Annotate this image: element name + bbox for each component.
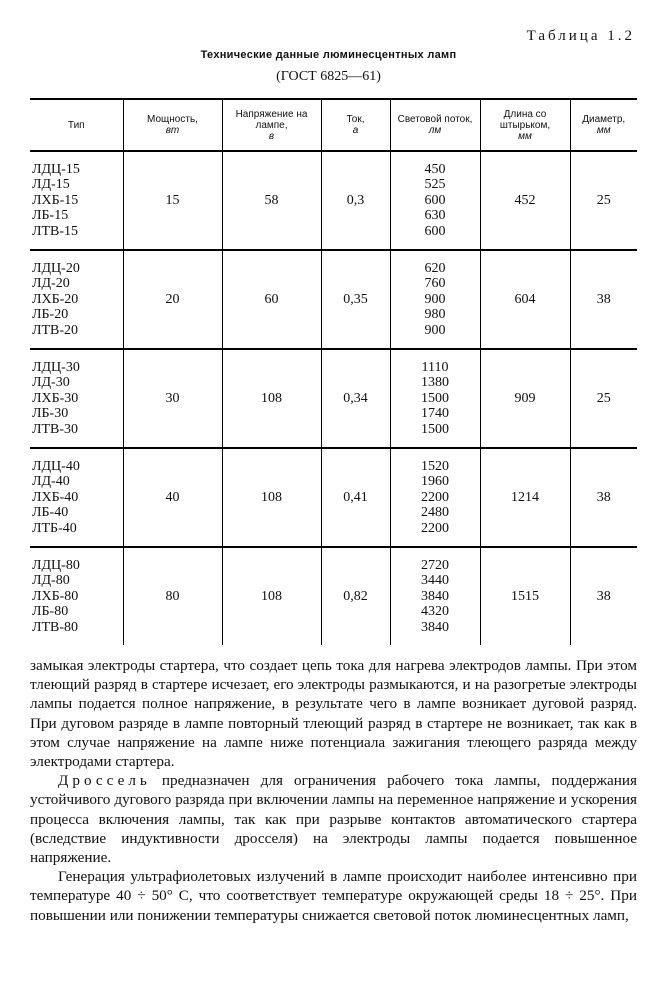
luminous-flux-value: 1740 — [421, 406, 449, 422]
column-header-unit: лм — [428, 125, 442, 136]
luminous-flux-value: 1960 — [421, 474, 449, 490]
current-cell: 0,82 — [321, 547, 390, 645]
lamp-type-value: ЛХБ-30 — [32, 390, 79, 406]
paragraph-choke — [30, 771, 637, 867]
luminous-flux-value: 2200 — [421, 489, 449, 505]
luminous-flux-value: 2720 — [421, 557, 449, 573]
column-header-label: Диаметр, — [582, 114, 626, 125]
column-header — [570, 99, 637, 151]
length-cell: 1214 — [480, 448, 570, 547]
luminous-flux-value: 620 — [424, 260, 446, 276]
lamp-type-value: ЛТВ-30 — [32, 421, 79, 437]
column-header-label: Тип — [67, 119, 85, 131]
lamp-type-value: ЛТБ-40 — [32, 520, 77, 536]
lamp-type-value: ЛД-15 — [32, 177, 70, 193]
luminous-flux-value: 1380 — [421, 375, 449, 391]
diameter-cell: 25 — [570, 151, 637, 250]
voltage-cell: 60 — [222, 250, 321, 349]
column-header — [123, 99, 222, 151]
lamp-type-value: ЛТВ-80 — [32, 619, 79, 635]
luminous-flux-value: 525 — [424, 177, 446, 193]
length-cell: 604 — [480, 250, 570, 349]
column-header-unit: мм — [596, 125, 611, 136]
column-header — [390, 99, 480, 151]
lamp-type-value: ЛБ-80 — [32, 604, 69, 620]
luminous-flux-value: 2200 — [421, 520, 449, 536]
length-cell: 1515 — [480, 547, 570, 645]
paragraph-uv: Генерация ультрафиолетовых излучений в лампе происходит наиболее интенсивно при температуре 40 ÷ 50° С, что соответствует температуре окружающей среды 18 ÷ 25°. При повышении или понижении температуры снижается световой поток люминесцентных ламп, — [30, 868, 637, 924]
lamp-type-value: ЛТВ-15 — [32, 223, 79, 239]
table-row — [30, 250, 637, 349]
length-cell: 909 — [480, 349, 570, 448]
column-header-label: Ток, — [346, 114, 365, 125]
column-header-unit: в — [268, 130, 275, 142]
luminous-flux-value: 1500 — [421, 390, 449, 406]
luminous-flux-value: 2480 — [421, 505, 449, 521]
current-cell: 0,41 — [321, 448, 390, 547]
luminous-flux-cell — [390, 250, 480, 349]
power-cell: 20 — [123, 250, 222, 349]
luminous-flux-cell — [390, 448, 480, 547]
luminous-flux-value: 900 — [424, 322, 446, 338]
luminous-flux-cell — [390, 151, 480, 250]
lamp-type-value: ЛБ-15 — [32, 208, 69, 224]
power-cell: 80 — [123, 547, 222, 645]
lamp-type-value: ЛДЦ-80 — [32, 557, 80, 573]
table-row — [30, 448, 637, 547]
luminous-flux-value: 900 — [424, 291, 446, 307]
lamp-type-value: ЛХБ-15 — [32, 192, 79, 208]
column-header-unit: мм — [518, 130, 532, 142]
current-cell: 0,3 — [321, 151, 390, 250]
table-header-row — [30, 99, 637, 151]
luminous-flux-value: 1520 — [421, 458, 449, 474]
lamp-type-value: ЛХБ-40 — [32, 489, 79, 505]
lamp-type-value: ЛХБ-80 — [32, 588, 79, 604]
lamp-type-cell — [30, 448, 123, 547]
column-header-unit: вт — [165, 125, 180, 136]
paragraph-choke-text: предназначен для ограничения рабочего тока лампы, поддержания устойчивого дугового разряда при включении лампы на переменное напряжение и ускорения процесса включения лампы, так как при разрыве контактов автоматического стартера (вследствие индуктивности дросселя) на электроды лампы подается повышенное напряжение. — [30, 772, 637, 867]
length-cell: 452 — [480, 151, 570, 250]
luminous-flux-value: 600 — [424, 192, 446, 208]
lamp-type-cell — [30, 151, 123, 250]
column-header-label: Мощность, — [147, 114, 198, 125]
luminous-flux-value: 3440 — [421, 573, 449, 589]
lamp-type-value: ЛДЦ-20 — [32, 260, 80, 276]
table-subtitle: (ГОСТ 6825—61) — [276, 69, 381, 84]
luminous-flux-cell — [390, 349, 480, 448]
lamp-type-value: ЛБ-30 — [32, 406, 69, 422]
voltage-cell: 108 — [222, 349, 321, 448]
luminous-flux-value: 3840 — [421, 619, 449, 635]
luminous-flux-value: 760 — [424, 276, 446, 292]
lamp-type-value: ЛБ-40 — [32, 505, 69, 521]
column-header-label: Напряжение на лампе, — [235, 108, 308, 131]
table-row — [30, 547, 637, 645]
lamp-type-value: ЛХБ-20 — [32, 291, 79, 307]
luminous-flux-value: 3840 — [421, 588, 449, 604]
column-header — [321, 99, 390, 151]
luminous-flux-cell — [390, 547, 480, 645]
table-body — [30, 151, 637, 645]
table-row — [30, 349, 637, 448]
voltage-cell: 58 — [222, 151, 321, 250]
luminous-flux-value: 4320 — [421, 604, 449, 620]
current-cell: 0,35 — [321, 250, 390, 349]
diameter-cell: 38 — [570, 547, 637, 645]
current-cell: 0,34 — [321, 349, 390, 448]
power-cell: 30 — [123, 349, 222, 448]
voltage-cell: 108 — [222, 448, 321, 547]
table-title: Технические данные люминесцентных ламп — [200, 49, 457, 61]
lamp-type-value: ЛДЦ-15 — [32, 161, 80, 177]
luminous-flux-value: 980 — [424, 307, 446, 323]
term-choke: Дроссель — [58, 772, 151, 790]
diameter-cell: 25 — [570, 349, 637, 448]
power-cell: 40 — [123, 448, 222, 547]
diameter-cell: 38 — [570, 448, 637, 547]
lamp-type-cell — [30, 349, 123, 448]
luminous-flux-value: 1110 — [421, 359, 449, 375]
power-cell: 15 — [123, 151, 222, 250]
luminous-flux-value: 630 — [424, 208, 446, 224]
column-header-label: Световой поток, — [397, 114, 473, 125]
luminous-flux-value: 450 — [424, 161, 446, 177]
lamp-type-value: ЛД-30 — [32, 375, 70, 391]
column-header-label: Длина со штырьком, — [499, 108, 551, 131]
lamp-type-value: ЛД-20 — [32, 276, 70, 292]
lamp-type-value: ЛД-40 — [32, 474, 70, 490]
paragraph-starter: замыкая электроды стартера, что создает цепь тока для нагрева электродов лампы. При этом тлеющий разряд в стартере исчезает, его электроды размыкаются, и на разогретые электроды лампы подается полное напряжение, в результате чего в лампе возникает дуговой разряд. При дуговом разряде в лампе повторный тлеющий разряд в стартере не возникает, так как в этом случае напряжение на лампе ниже потенциала зажигания тлеющего разряда между электродами стартера. — [30, 657, 637, 771]
column-header — [480, 99, 570, 151]
column-header — [30, 99, 123, 151]
lamp-type-value: ЛД-80 — [32, 573, 70, 589]
voltage-cell: 108 — [222, 547, 321, 645]
column-header — [222, 99, 321, 151]
diameter-cell: 38 — [570, 250, 637, 349]
luminous-flux-value: 1500 — [421, 421, 449, 437]
lamp-type-value: ЛДЦ-30 — [32, 359, 80, 375]
luminous-flux-value: 600 — [424, 223, 446, 239]
lamp-type-value: ЛБ-20 — [32, 307, 69, 323]
lamp-type-cell — [30, 547, 123, 645]
table-row — [30, 151, 637, 250]
table-number: Таблица 1.2 — [526, 28, 635, 44]
lamp-data-table — [30, 98, 637, 645]
lamp-type-value: ЛДЦ-40 — [32, 458, 80, 474]
body-text — [30, 656, 637, 925]
lamp-type-value: ЛТВ-20 — [32, 322, 79, 338]
lamp-type-cell — [30, 250, 123, 349]
column-header-unit: а — [352, 125, 359, 136]
